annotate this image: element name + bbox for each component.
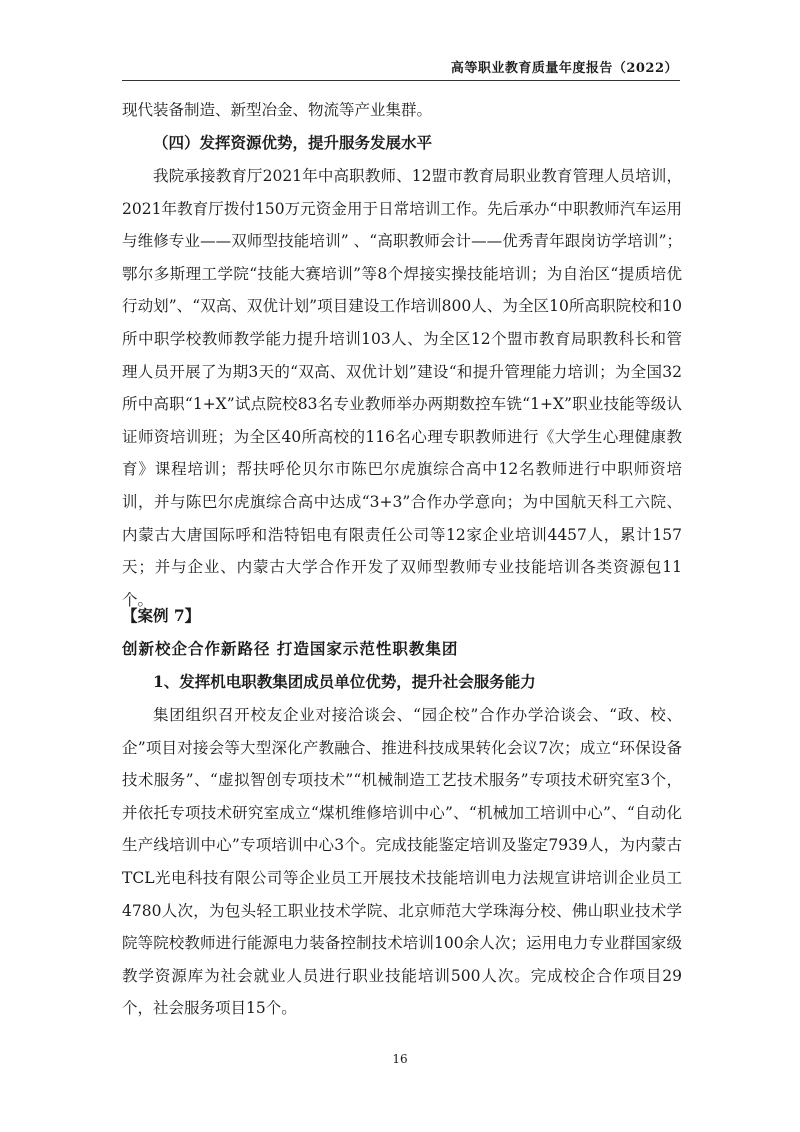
case-label: 【案例 7】 bbox=[122, 606, 201, 625]
case-subheading-block bbox=[122, 666, 682, 699]
paragraph-training: 我院承接教育厅2021年中高职教师、12盟市教育局职业教育管理人员培训，2021年教育厅拨付150万元资金用于日常培训工作。先后承办“中职教师汽车运用与维修专业——双师型技能培训” 、“高职教师会计——优秀青年跟岗访学培训”；鄂尔多斯理工学院“技能大赛培训”等8个焊接实操技能培训；为自治区“提质培优行动划”、“双高、双优计划”项目建设工作培训800人、为全区10所高职院校和10所中职学校教师教学能力提升培训103人、为全区12个盟市教育局职教科长和管理人员开展了为期3天的“双高、双优计划”建设“和提升管理能力培训；为全国32所中高职“1+X”试点院校83名专业教师举办两期数控车铣“1+X”职业技能等级认证师资培训班；为全区40所高校的116名心理专职教师进行《大学生心理健康教育》课程培训；帮扶呼伦贝尔市陈巴尔虎旗综合高中12名教师进行中职师资培训，并与陈巴尔虎旗综合高中达成“3+3”合作办学意向；为中国航天科工六院、内蒙古大唐国际呼和浩特铝电有限责任公司等12家企业培训4457人，累计157天；并与企业、内蒙古大学合作开发了双师型教师专业技能培训各类资源包11个。 bbox=[122, 167, 682, 609]
paragraph-block-2 bbox=[122, 699, 682, 1025]
continuation-block bbox=[122, 94, 682, 127]
header-divider bbox=[122, 80, 680, 81]
case-label-block bbox=[122, 600, 682, 633]
case-title-block bbox=[122, 633, 682, 666]
section-heading: （四）发挥资源优势，提升服务发展水平 bbox=[153, 133, 433, 152]
case-subheading: 1、发挥机电职教集团成员单位优势，提升社会服务能力 bbox=[153, 672, 536, 691]
continuation-text: 现代装备制造、新型冶金、物流等产业集群。 bbox=[122, 101, 433, 119]
report-title: 高等职业教育质量年度报告（2022） bbox=[450, 61, 678, 76]
paragraph-block-1 bbox=[122, 160, 682, 616]
section-heading-block bbox=[122, 127, 682, 160]
case-title: 创新校企合作新路径 打造国家示范性职教集团 bbox=[122, 639, 459, 658]
page-number: 16 bbox=[392, 1052, 408, 1066]
paragraph-vocational-group: 集团组织召开校友企业对接洽谈会、“园企校”合作办学洽谈会、“政、校、企”项目对接会等大型深化产教融合、推进科技成果转化会议7次；成立“环保设备技术服务”、“虚拟智创专项技术”“机械制造工艺技术服务”专项技术研究室3个，并依托专项技术研究室成立“煤机维修培训中心”、“机械加工培训中心”、“自动化生产线培训中心”专项培训中心3个。完成技能鉴定培训及鉴定7939人，为内蒙古TCL光电科技有限公司等企业员工开展技术技能培训电力法规宣讲培训企业员工4780人次，为包头轻工职业技术学院、北京师范大学珠海分校、佛山职业技术学院等院校教师进行能源电力装备控制技术培训100余人次；运用电力专业群国家级教学资源库为社会就业人员进行职业技能培训500人次。完成校企合作项目29个，社会服务项目15个。 bbox=[122, 706, 682, 1018]
